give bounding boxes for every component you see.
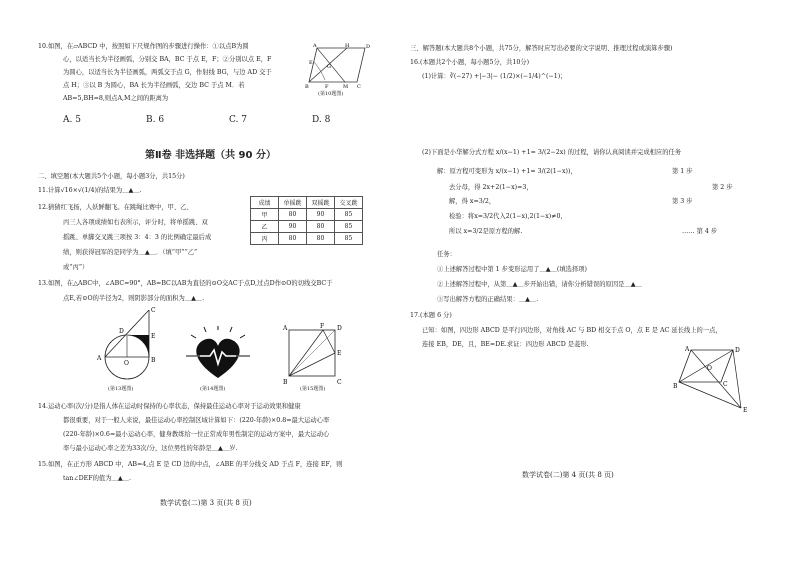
- q16-part2: (2)下面是小华解分式方程 x/(x−1) +1= 3/(2−2x) 的过程，请你认真阅读并完成相应的任务: [422, 149, 682, 156]
- task-2: ②上述解答过程中，从第＿▲＿步开始出错，请你分析错误的原因是＿▲＿: [437, 281, 642, 288]
- step-label-3: 第 3 步: [672, 198, 693, 205]
- solution-step2: 去分母，得 2x+2(1−x)=3，: [449, 184, 533, 191]
- score-cell: 90: [307, 209, 335, 221]
- q12-line1: 12.猜猜红飞扬，人妖鲜翻飞。在跳绳比赛中，甲、乙、: [38, 204, 193, 211]
- fig15-label-a: A: [283, 325, 288, 332]
- fig15-label-c: C: [337, 379, 342, 386]
- figure-q10: [305, 40, 375, 90]
- fig10-label-d: D: [366, 44, 371, 50]
- q10-option-a: A. 5: [63, 115, 81, 125]
- q10-option-d: D. 8: [312, 115, 331, 125]
- q10-line4: 点 H；③以 B 为圆心，BA 长为半径画弧，交边 BC 于点 M．若: [63, 82, 245, 89]
- score-cell: 乙: [251, 221, 279, 233]
- q12-line4: 绩，则获得冠军的是同学为＿▲＿．（填“甲”“乙”: [63, 249, 198, 256]
- q13-line2: 点E,若⊙O的半径为2，则阴影部分的面积为＿▲＿.: [63, 295, 205, 302]
- fig13-label-b: B: [151, 357, 156, 364]
- solution-step3: 解，得 x=3/2，: [449, 198, 496, 205]
- q12-line2: 丙三人各项成绩如右表所示，评分时，将单摇跳、双: [63, 219, 208, 226]
- score-table: [250, 196, 363, 245]
- fig13-label-d: D: [119, 328, 124, 335]
- q12-line5: 或“丙”）: [63, 264, 89, 271]
- figure-q15: [283, 322, 347, 386]
- fig17-label-a: A: [685, 346, 690, 353]
- fig10-label-m: M: [343, 84, 349, 90]
- q14-line2: 都很重要，对于一般人来说，最佳运动心率控制区域计算如下：(220-年龄)×0.8=最大运动心率: [63, 417, 330, 424]
- score-cell: 80: [307, 221, 335, 233]
- fig17-label-b: B: [673, 383, 678, 390]
- fig10-caption: (第10题图): [318, 91, 344, 97]
- fig13-label-e: E: [151, 333, 156, 340]
- q14-line4: 率与最小运动心率之差为33次/分，这位男性的年龄是＿▲＿岁.: [63, 445, 238, 452]
- q10-line5: AB=5,BH=8,则点A,M之间的距离为: [63, 95, 169, 102]
- solution-check: 检验：将x=3/2代入2(1−x),2(1−x)≠0,: [449, 213, 563, 220]
- q16-title: 16.(本题共2个小题，每小题5分，共10分): [410, 59, 530, 66]
- fig15-label-d: D: [337, 325, 342, 332]
- score-table-row: [251, 221, 363, 233]
- score-cell: 80: [279, 209, 307, 221]
- fig15-label-e: E: [337, 350, 342, 357]
- solve-heading: 三、解答题(本大题共8个小题，共75分，解答时应写出必要的文字说明、推理过程或演算步骤): [410, 45, 673, 52]
- fig10-label-c: C: [357, 84, 361, 90]
- fig17-label-c: C: [723, 381, 728, 388]
- fig17-label-d: D: [735, 347, 740, 354]
- fig13-label-a: A: [97, 355, 102, 362]
- fig14-caption: (第14题图): [200, 386, 226, 392]
- fig13-label-c: C: [151, 307, 156, 314]
- score-cell: 90: [279, 221, 307, 233]
- fig10-label-g: G: [327, 64, 331, 70]
- score-header-cell: 双摇跳: [307, 197, 335, 209]
- q15-line1: 15.如图，在正方形 ABCD 中，AB=4,点 E 是 CD 边的中点，∠ABE 的平分线交 AD 于点 F，连接 EF，则: [38, 461, 343, 468]
- q10-line3: 为圆心，以适当长为半径画弧，两弧交于点 G，作射线 BG，与边 AD 交于: [63, 69, 272, 76]
- q13-line1: 13.如图，在△ABC中，∠ABC=90°，AB=BC以AB为直径的⊙O交AC于点D,过点D作⊙O的切线交BC于: [38, 280, 333, 287]
- figure-q17: [673, 346, 757, 416]
- score-cell: 丙: [251, 233, 279, 245]
- score-header-cell: 单摇跳: [279, 197, 307, 209]
- score-cell: 80: [307, 233, 335, 245]
- fig10-label-e: E: [309, 60, 313, 66]
- score-cell: 85: [335, 233, 363, 245]
- q15-line2: tan∠DEF的值为＿▲＿.: [63, 475, 131, 482]
- fig15-caption: (第15题图): [300, 386, 326, 392]
- right-page: [397, 0, 794, 561]
- score-table-header: [251, 197, 363, 209]
- score-header-cell: 交叉跳: [335, 197, 363, 209]
- q17-title: 17.(本题 6 分): [410, 312, 452, 319]
- step-label-4: …… 第 4 步: [682, 228, 718, 235]
- fig13-label-o: O: [124, 360, 129, 367]
- score-cell: 85: [335, 221, 363, 233]
- fig10-label-f: F: [325, 84, 329, 90]
- fig13-caption: (第13题图): [108, 386, 134, 392]
- task-3: ③写出解答方程的正确结果：＿▲＿.: [437, 296, 539, 303]
- q11: 11.计算√16×√(1/4)的结果为＿▲＿.: [38, 187, 142, 194]
- q17-line2: 连接 EB，DE，且，BE=DE.求证：四边形 ABCD 是菱形.: [422, 341, 589, 348]
- fig10-label-b: B: [305, 84, 309, 90]
- score-cell: 80: [279, 233, 307, 245]
- figure-q13: [95, 302, 165, 382]
- task-label: 任务：: [437, 251, 456, 258]
- score-table-row: [251, 233, 363, 245]
- q10-option-b: B. 6: [146, 115, 165, 125]
- page-footer-right: 数学试卷(二)第 4 页(共 8 页): [522, 471, 614, 479]
- fig15-label-b: B: [283, 379, 288, 386]
- page-footer-left: 数学试卷(二)第 3 页(共 8 页): [160, 499, 252, 507]
- score-cell: 85: [335, 209, 363, 221]
- q14-line3: (220-年龄)×0.6=最小运动心率，健身教练给一位正常成年男性制定的运动方案中，最大运动心: [63, 431, 330, 438]
- score-cell: 甲: [251, 209, 279, 221]
- fig10-label-a: A: [313, 43, 317, 49]
- fig10-label-h: H: [345, 43, 350, 49]
- q12-line3: 摇跳、单脚交叉跳三项按 3：4：3 的比例确定最后成: [63, 234, 212, 241]
- step-label-1: 第 1 步: [672, 168, 693, 175]
- figure-q14-heart-icon: [186, 326, 250, 382]
- solution-step1: 解：原方程可变形为 x/(x−1) +1= 3/(2(1−x))，: [437, 168, 577, 175]
- q10-option-c: C. 7: [229, 115, 248, 125]
- score-header-cell: 成绩: [251, 197, 279, 209]
- q17-line1: 已知：如图，四边形 ABCD 是平行四边形，对角线 AC 与 BD 相交于点 O，点 E 是 AC 延长线上的一点，: [422, 327, 722, 334]
- fill-heading: 二、填空题(本大题共5个小题，每小题3分，共15分): [38, 173, 185, 180]
- q16-part1: (1)计算：∛(−27) +|−3|− (1/2)×(−1/4)^(−1)；: [422, 73, 567, 80]
- q10-line1: 10.如图，在▱ABCD 中，按照如下尺规作图的步骤进行操作：①以点B为圆: [38, 43, 249, 50]
- score-table-row: [251, 209, 363, 221]
- solution-conclusion: 所以 x=3/2是原方程的解.: [449, 228, 523, 235]
- part2-title: 第Ⅱ卷 非选择题（共 90 分）: [145, 150, 276, 161]
- q14-line1: 14.运动心率(次/分)是指人体在运动时保持的心率状态，保持最佳运动心率对于运动效果和健康: [38, 403, 301, 410]
- fig17-label-o: O: [707, 365, 712, 372]
- task-1: ①上述解答过程中第 1 步变形运用了＿▲＿(填选择项): [437, 266, 587, 273]
- fig17-label-e: E: [743, 407, 748, 414]
- step-label-2: 第 2 步: [712, 184, 733, 191]
- q10-line2: 心，以适当长为半径画弧，分别交 BA，BC 于点 E，F；②分别以点 E，F: [63, 56, 272, 63]
- fig15-label-f: F: [320, 323, 325, 330]
